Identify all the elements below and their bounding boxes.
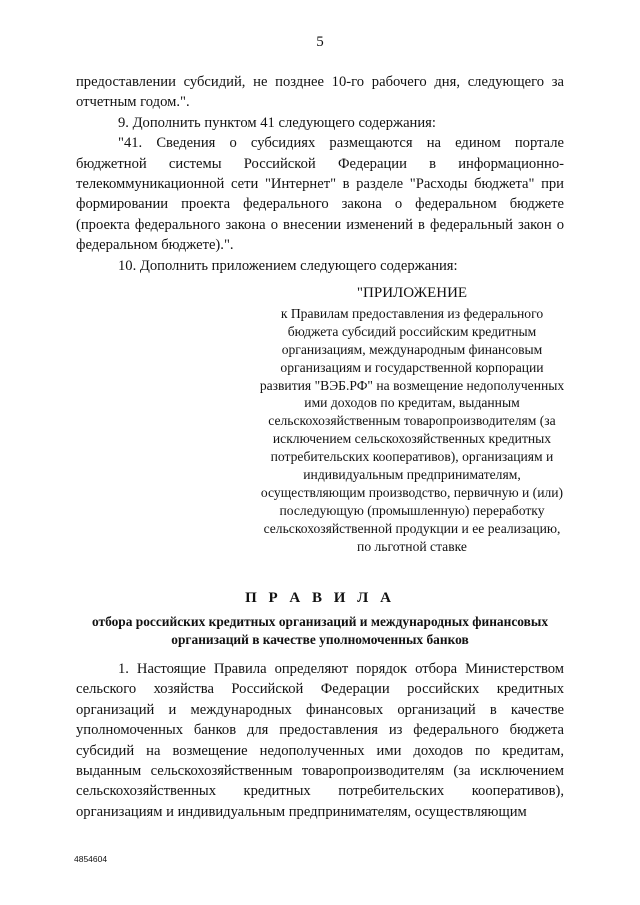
paragraph-continuation: предоставлении субсидий, не позднее 10-го рабочего дня, следующего за отчетным годом.". [76, 74, 564, 111]
appendix-text: к Правилам предоставления из федерального бюджета субсидий российским кредитным организациям, международным финансовым организациям и государственной корпорации развития "ВЭБ.РФ" на возмещение недополученных ими доходов по кредитам, выданным сельскохозяйственным товаропроизводителям (за исключением сельскохозяйственных кредитных потребительских кооперативов), организациям и индивидуальным предпринимателям, осуществляющим производство, первичную и (или) последующую (промышленную) переработку сельскохозяйственной продукции и ее реализацию, по льготной ставке [259, 305, 565, 554]
document-id: 4854604 [74, 854, 108, 864]
paragraph-item-41: "41. Сведения о субсидиях размещаются на едином портале бюджетной системы Российской Федерации в информационно-телекоммуникационной сети "Интернет" в разделе "Расходы бюджета" при формировании проекта федерального закона о федеральном бюджете (проекта федерального закона о внесении изменений в федеральный закон о федеральном бюджете).". [76, 135, 564, 254]
rules-title: П Р А В И Л А [245, 590, 395, 606]
top-text-block [76, 72, 564, 276]
appendix-title: "ПРИЛОЖЕНИЕ [356, 285, 468, 301]
paragraph-item-10: 10. Дополнить приложением следующего содержания: [118, 257, 458, 274]
rules-paragraph-1: 1. Настоящие Правила определяют порядок отбора Министерством сельского хозяйства Российской Федерации российских кредитных организаций и международных финансовых организаций в качестве уполномоченных банков для предоставления из федерального бюджета субсидий на возмещение недополученных ими доходов по кредитам, выданным сельскохозяйственным товаропроизводителям (за исключением сельскохозяйственных кредитных потребительских кооперативов), организациям и индивидуальным предпринимателям, осуществляющим [76, 661, 564, 820]
rules-subtitle: отбора российских кредитных организаций и международных финансовых организаций в качестве уполномоченных банков [91, 614, 549, 647]
appendix-header [256, 285, 568, 556]
rules-text-block [76, 659, 564, 822]
paragraph-item-9: 9. Дополнить пунктом 41 следующего содержания: [118, 114, 436, 131]
page-number: 5 [316, 34, 324, 50]
